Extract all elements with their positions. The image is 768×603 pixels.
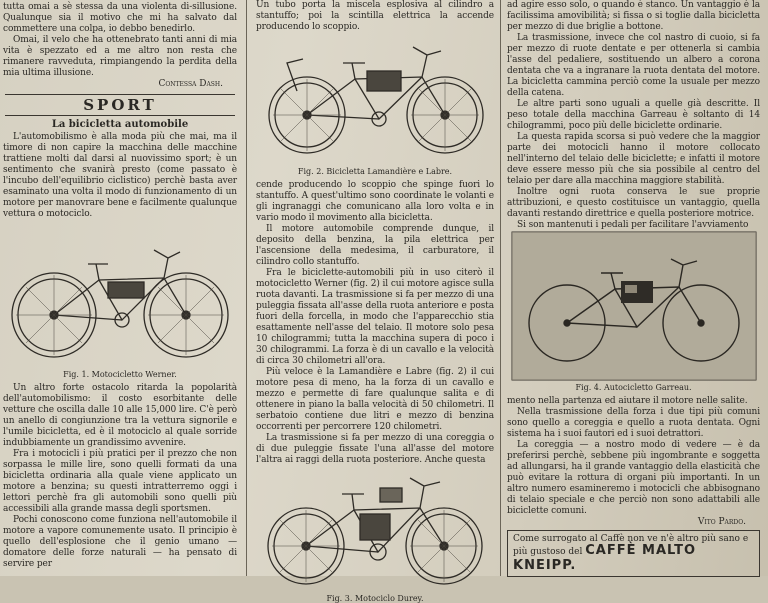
fig1-caption: Fig. 1. Motocicletto Werner. [63, 370, 177, 379]
column-right [503, 0, 768, 576]
column-rule-1 [246, 0, 247, 576]
ad-body: Come surrogato al Caffè non ve n'è altro più sano e più gustoso del [513, 534, 749, 557]
section-title-sport: SPORT [5, 94, 235, 116]
article-paragraph: Pochi conoscono come funziona nell'automobile il motore a vapore comunemente usato. Il principio è quello dell'esplosione che il genio umano — domatore delle forze naturali — ha pensato di servire per [3, 515, 237, 569]
fig3-caption: Fig. 3. Motociclo Durey. [326, 594, 424, 603]
article-paragraph: L'automobilismo è alla moda più che mai, ma il timore di non capire la macchina delle macchine trattiene molti dal darsi al nuovissimo sport; è un sentimento che svanirà presto (come passato è l'incubo dell'equilibrio ciclistico) perchè basta aver esaminato una volta il modo di funzionamento di un motore per manovrare bene e facilmente qualunque vettura o motociclo. [3, 132, 237, 219]
ad-brand-caffe-malto: CAFFÈ MALTO [585, 543, 697, 558]
article-paragraph: La coreggia — a nostro modo di vedere — è da preferirsi perchè, sebbene più ingombrante e soggetta ad allungarsi, ha il grande vantaggio della elasticità che può evitare la rottura di organi più importanti. In un altro numero esamineremo i motocicli che abbisognano di telaio speciale e che perciò non sono adattabili alle biciclette comuni. [507, 440, 760, 516]
article-paragraph: Nella trasmissione della forza i due tipi più comuni sono quello a coreggia e quello a ruota dentata. Ogni sistema ha i suoi fautori ed i suoi detrattori. [507, 407, 760, 439]
article-paragraph: Si son mantenuti i pedali per facilitare l'avviamento [517, 220, 749, 230]
article-paragraph: La questa rapida scorsa si può vedere che la maggior parte dei motocicli hanno il motore collocato nell'interno del telaio delle biciclette; e infatti il motore deve essere messo più che sia possibile al centro del telaio per dare alla macchina maggiore stabilità. [507, 132, 760, 186]
fig2-caption: Fig. 2. Bicicletta Lamandière e Labre. [297, 167, 453, 176]
ad-text [513, 534, 754, 558]
article-paragraph: Fra le biciclette-automobili più in uso citerò il motocicletto Werner (fig. 2) il cui motore agisce sulla ruota davanti. La trasmissione si fa per mezzo di una puleggia fissata all'asse della ruota anteriore e posta fuori della forcella, in modo che l'apparecchio stia esattamente nell'asse del telaio. Il motore solo pesa 10 chilogrammi; tutta la macchina supera di poco i 30 chilogrammi. La forza è di un cavallo e la velocità di circa 30 chilometri all'ora. [256, 268, 494, 366]
article-paragraph: Un tubo porta la miscela esplosiva al cilindro a stantuffo; poi la scintilla elettrica la accende producendo lo scoppio. [256, 0, 494, 32]
article-paragraph: Fra i motocicli i più pratici per il prezzo che non sorpassa le mille lire, sono quelli formati da una bicicletta ordinaria alla quale viene applicato un motore a benzina; su questi intratterremo oggi i lettori perchè fra gli automobili sono quelli più accessibili alla grande massa degli sportsmen. [3, 449, 237, 514]
article-paragraph: ad agire esso solo, o quando è stanco. Un vantaggio è la facilissima amovibilità; si fissa o si toglie dalla bicicletta per mezzo di due briglie a bottone. [507, 0, 760, 32]
intro-paragraph: Omai, il velo che ha ottenebrato tanti anni di mia vita è spezzato ed a me altro non resta che rimanere ravveduta, rimpiangendo la perdita della mia ultima illusione. [3, 35, 237, 78]
fig1-werner-motorcycle-engraving [4, 220, 236, 368]
article-paragraph: Inoltre ogni ruota conserva le sue proprie attribuzioni, e questo costituisce un vantaggio, quella davanti restando direttrice e quella posteriore motrice. [507, 187, 760, 219]
column-middle [250, 0, 500, 603]
column-rule-2 [500, 0, 501, 576]
intro-paragraph: tutta omai a sè stessa da una violenta di-sillusione. Qualunque sia il motivo che mi ha salvato dal commettere una colpa, io debbo benedirlo. [3, 2, 237, 34]
signature-pardo: Vito Pardo. [697, 517, 746, 527]
article-paragraph: Il motore automobile comprende dunque, il deposito della benzina, la pila elettrica per l'ascensione della medesima, il carburatore, il cilindro collo stantuffo. [256, 224, 494, 267]
article-paragraph: La trasmissione, invece che col nastro di cuoio, si fa per mezzo di ruote dentate e per ottenerla si cambia l'asse del pedaliere, sostituendo un albero a corona dentata che va a ingranare la ruota dentata del motore. La bicicletta cammina perciò come la usuale per mezzo della catena. [507, 33, 760, 98]
column-left [0, 0, 243, 576]
article-paragraph: cende producendo lo scoppio che spinge fuori lo stantuffo. A quest'ultimo sono coordinate le volanti e gli ingranaggi che comunicano alla loro volta e in vario modo il movimento alla bicicletta. [256, 180, 494, 223]
article-paragraph: mento nella partenza ed aiutare il motore nelle salite. [507, 396, 748, 406]
article-paragraph: Più veloce è la Lamandière e Labre (fig. 2) il cui motore pesa di meno, ha la forza di un cavallo e mezzo e permette di fare qualunque salita e di ottenere in piano la balla velocità di 50 chilometri. Il serbatoio contiene due litri e mezzo di benzina occorrenti per percorrere 120 chilometri. [256, 367, 494, 432]
article-paragraph: Un altro forte ostacolo ritarda la popolarità dell'automobilismo: il costo esorbitante delle vetture che oscilla dalle 10 alle 15,000 lire. C'è però un anello di congiunzione tra la vettura signorile e l'umile bicicletta, ed è il motociclo al quale sorride indubbiamente un grandissimo avvenire. [3, 383, 237, 448]
advertisement-box [507, 530, 760, 577]
ad-brand-kneipp: KNEIPP. [513, 558, 577, 573]
fig2-lamandiere-labre-engraving [257, 33, 493, 165]
fig4-caption: Fig. 4. Autocicletto Garreau. [575, 383, 692, 392]
fig3-durey-motorcycle-engraving [260, 466, 490, 592]
article-paragraph: La trasmissione si fa per mezzo di una coreggia o di due puleggie fissate l'una all'asse del motore l'altra ai raggi della ruota posteriore. Anche questa [256, 433, 494, 465]
signature-dash: Contessa Dash. [158, 79, 223, 89]
fig4-garreau-photo [511, 231, 757, 381]
article-paragraph: Le altre parti sono uguali a quelle già descritte. Il peso totale della macchina Garreau è soltanto di 14 chilogrammi, poco più delle biciclette ordinarie. [507, 99, 760, 131]
article-title: La bicicletta automobile [51, 119, 189, 130]
